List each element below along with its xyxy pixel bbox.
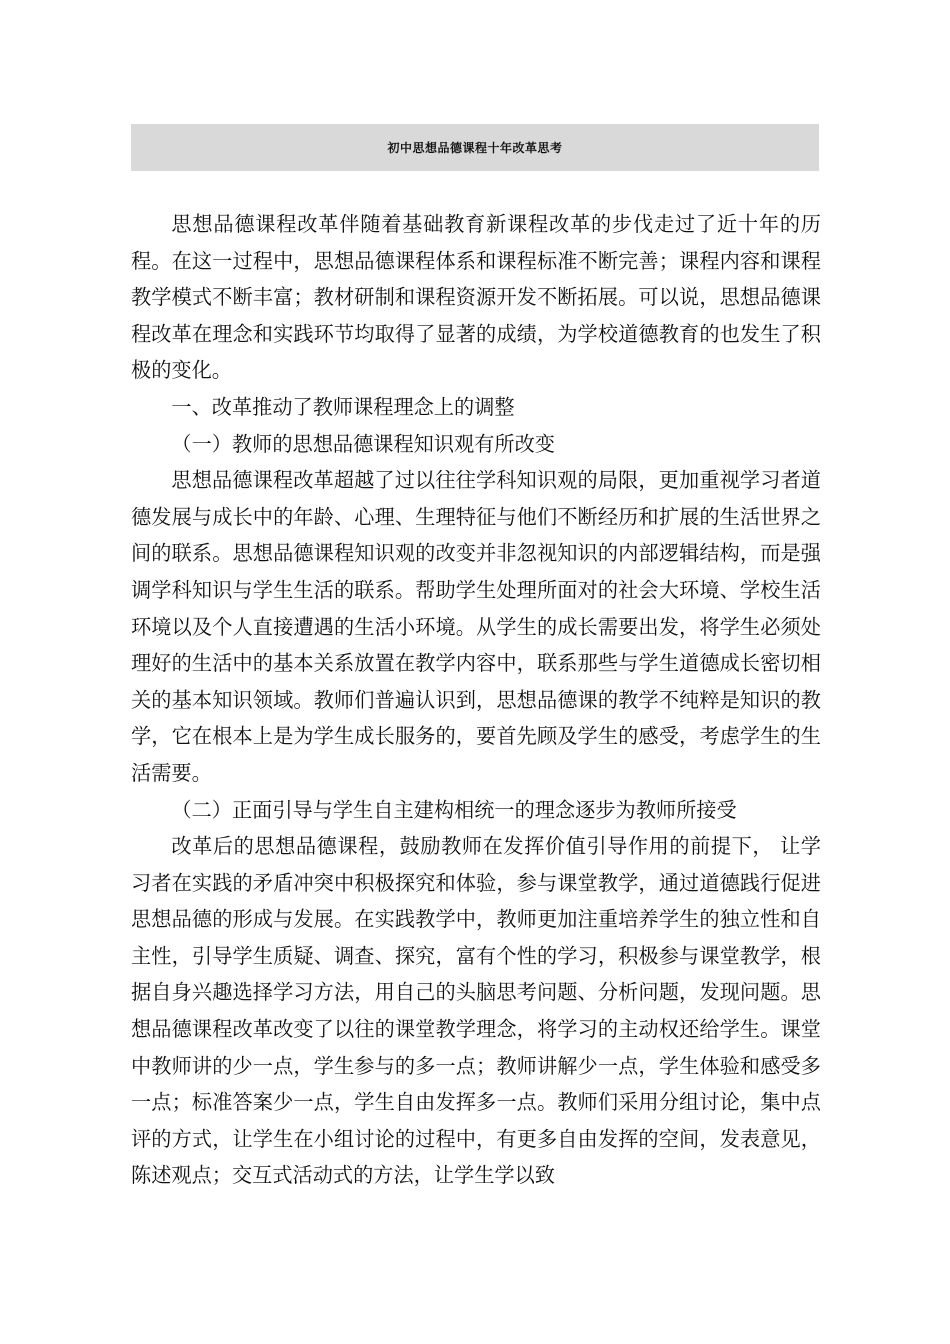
section-heading-1: 一、改革推动了教师课程理念上的调整: [171, 394, 515, 419]
paragraph-guidance: 改革后的思想品德课程，鼓励教师在发挥价值引导作用的前提下， 让学习者在实践的矛盾冲突中积极探究和体验，参与课堂教学，通过道德践行促进思想品德的形成与发展。在实践教学中，教师更加注重培养学生的独立性和自主性，引导学生质疑、调查、探究，富有个性的学习，积极参与课堂教学，根据自身兴趣选择学习方法，用自己的头脑思考问题、分析问题，发现问题。思想品德课程改革改变了以往的课堂教学理念，将学习的主动权还给学生。课堂中教师讲的少一点，学生参与的多一点；教师讲解少一点，学生体验和感受多一点；标准答案少一点，学生自由发挥多一点。教师们采用分组讨论，集中点评的方式，让学生在小组讨论的过程中，有更多自由发挥的空间，发表意见，陈述观点；交互式活动式的方法，让学生学以致: [131, 834, 821, 1188]
document-title-bar: [131, 124, 819, 171]
paragraph-intro: 思想品德课程改革伴随着基础教育新课程改革的步伐走过了近十年的历程。在这一过程中，思想品德课程体系和课程标准不断完善；课程内容和课程教学模式不断丰富；教材研制和课程资源开发不断拓展。可以说，思想品德课程改革在理念和实践环节均取得了显著的成绩，为学校道德教育的也发生了积极的变化。: [131, 212, 821, 383]
document-body: [131, 206, 821, 1194]
subsection-heading-1: （一）教师的思想品德课程知识观有所改变: [171, 431, 555, 456]
subsection-heading-2: （二）正面引导与学生自主建构相统一的理念逐步为教师所接受: [171, 797, 737, 822]
paragraph-knowledge-view: 思想品德课程改革超越了过以往往学科知识观的局限，更加重视学习者道德发展与成长中的年龄、心理、生理特征与他们不断经历和扩展的生活世界之间的联系。思想品德课程知识观的改变并非忽视知识的内部逻辑结构，而是强调学科知识与学生生活的联系。帮助学生处理所面对的社会大环境、学校生活环境以及个人直接遭遇的生活小环境。从学生的成长需要出发，将学生必须处理好的生活中的基本关系放置在教学内容中，联系那些与学生道德成长密切相关的基本知识领域。教师们普遍认识到，思想品德课的教学不纯粹是知识的教学，它在根本上是为学生成长服务的，要首先顾及学生的感受，考虑学生的生活需要。: [131, 468, 821, 785]
document-title: 初中思想品德课程十年改革思考: [387, 141, 563, 155]
